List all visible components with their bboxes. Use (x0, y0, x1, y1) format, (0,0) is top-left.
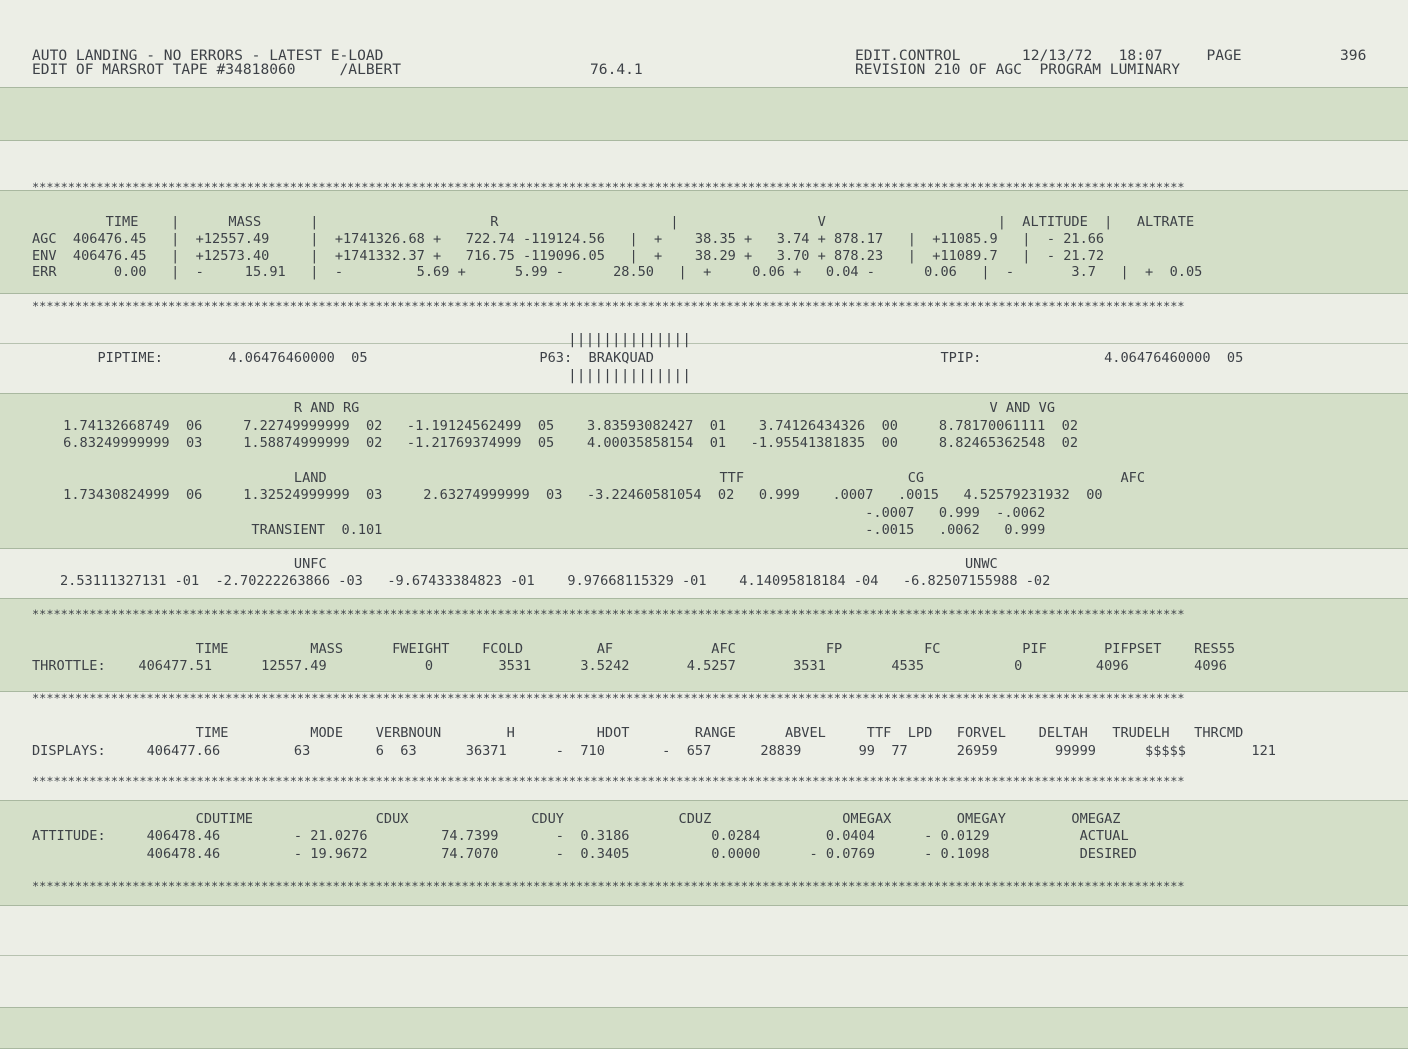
pip-bars-top: |||||||||||||| (568, 331, 692, 348)
paper-rule (0, 343, 1408, 344)
throttle-header: TIME MASS FWEIGHT FCOLD AF AFC FP FC PIF PIFPSET RES55 (32, 641, 1236, 657)
header-version: 76.4.1 (590, 61, 643, 78)
star-separator: ***************************************************************************************************************************************************************** (32, 691, 1185, 705)
star-separator: ***************************************************************************************************************************************************************** (32, 299, 1185, 313)
star-separator: ***************************************************************************************************************************************************************** (32, 180, 1185, 194)
displays-row: DISPLAYS: 406477.66 63 6 63 36371 - 710 - 657 28839 99 77 26959 99999 $$$$$ 121 (32, 743, 1276, 759)
r-row-1: 1.74132668749 06 7.22749999999 02 -1.19124562499 05 3.83593082427 01 3.74126434326 00 8.78170061111 02 (55, 418, 1079, 434)
star-separator: ***************************************************************************************************************************************************************** (32, 879, 1185, 893)
star-separator: ***************************************************************************************************************************************************************** (32, 774, 1185, 788)
star-separator: ***************************************************************************************************************************************************************** (32, 607, 1185, 621)
displays-header: TIME MODE VERBNOUN H HDOT RANGE ABVEL TTF LPD FORVEL DELTAH TRUDELH THRCMD (32, 725, 1244, 741)
land-row: 1.73430824999 06 1.32524999999 03 2.63274999999 03 -3.22460581054 02 0.999 .0007 .0015 4.52579231932 00 (55, 487, 1103, 503)
unfc-label: UNFC UNWC (32, 556, 998, 572)
pip-bars-bottom: |||||||||||||| (568, 367, 692, 384)
throttle-row: THROTTLE: 406477.51 12557.49 0 3531 3.5242 4.5257 3531 4535 0 4096 4096 (32, 658, 1227, 674)
paper-band (0, 87, 1408, 141)
header-line-2-left: EDIT OF MARSROT TAPE #34818060 /ALBERT (32, 61, 402, 78)
page-number: 396 (1340, 47, 1367, 64)
transient-row: TRANSIENT 0.101 -.0015 .0062 0.999 (55, 522, 1046, 538)
attitude-header: CDUTIME CDUX CDUY CDUZ OMEGAX OMEGAY OMEGAZ (32, 811, 1121, 827)
attitude-row-actual: ATTITUDE: 406478.46 - 21.0276 74.7399 - 0.3186 0.0284 0.0404 - 0.0129 ACTUAL (32, 828, 1129, 844)
header-line-1-left: AUTO LANDING - NO ERRORS - LATEST E-LOAD (32, 47, 384, 64)
state-row-env: ENV 406476.45 | +12573.40 | +1741332.37 + 716.75 -119096.05 | + 38.29 + 3.70 + 878.23 | +11089.7 | - 21.72 (32, 248, 1105, 264)
land-label: LAND TTF CG AFC (32, 470, 1146, 486)
r-row-2: 6.83249999999 03 1.58874999999 02 -1.21769374999 05 4.00035858154 01 -1.95541381835 00 8.82465362548 02 (55, 435, 1079, 451)
state-row-agc: AGC 406476.45 | +12557.49 | +1741326.68 + 722.74 -119124.56 | + 38.35 + 3.74 + 878.17 | +11085.9 | - 21.66 (32, 231, 1105, 247)
pip-line: PIPTIME: 4.06476460000 05 P63: BRAKQUAD TPIP: 4.06476460000 05 (32, 350, 1244, 366)
r-and-rg-label: R AND RG V AND VG (32, 400, 1056, 416)
state-table-header: TIME | MASS | R | V | ALTITUDE | ALTRATE (32, 214, 1195, 230)
unfc-row: 2.53111327131 -01 -2.70222263866 -03 -9.67433384823 -01 9.97668115329 -01 4.14095818184 -04 -6.82507155988 -02 (60, 573, 1051, 589)
paper-band (0, 1007, 1408, 1049)
header-line-2-right: REVISION 210 OF AGC PROGRAM LUMINARY (855, 61, 1181, 78)
paper-rule (0, 955, 1408, 956)
cg-row-2: -.0007 0.999 -.0062 (55, 505, 1046, 521)
state-row-err: ERR 0.00 | - 15.91 | - 5.69 + 5.99 - 28.50 | + 0.06 + 0.04 - 0.06 | - 3.7 | + 0.05 (32, 264, 1203, 280)
header-line-1-right: EDIT.CONTROL 12/13/72 18:07 PAGE (855, 47, 1242, 64)
attitude-row-desired: 406478.46 - 19.9672 74.7070 - 0.3405 0.0000 - 0.0769 - 0.1098 DESIRED (32, 846, 1137, 862)
